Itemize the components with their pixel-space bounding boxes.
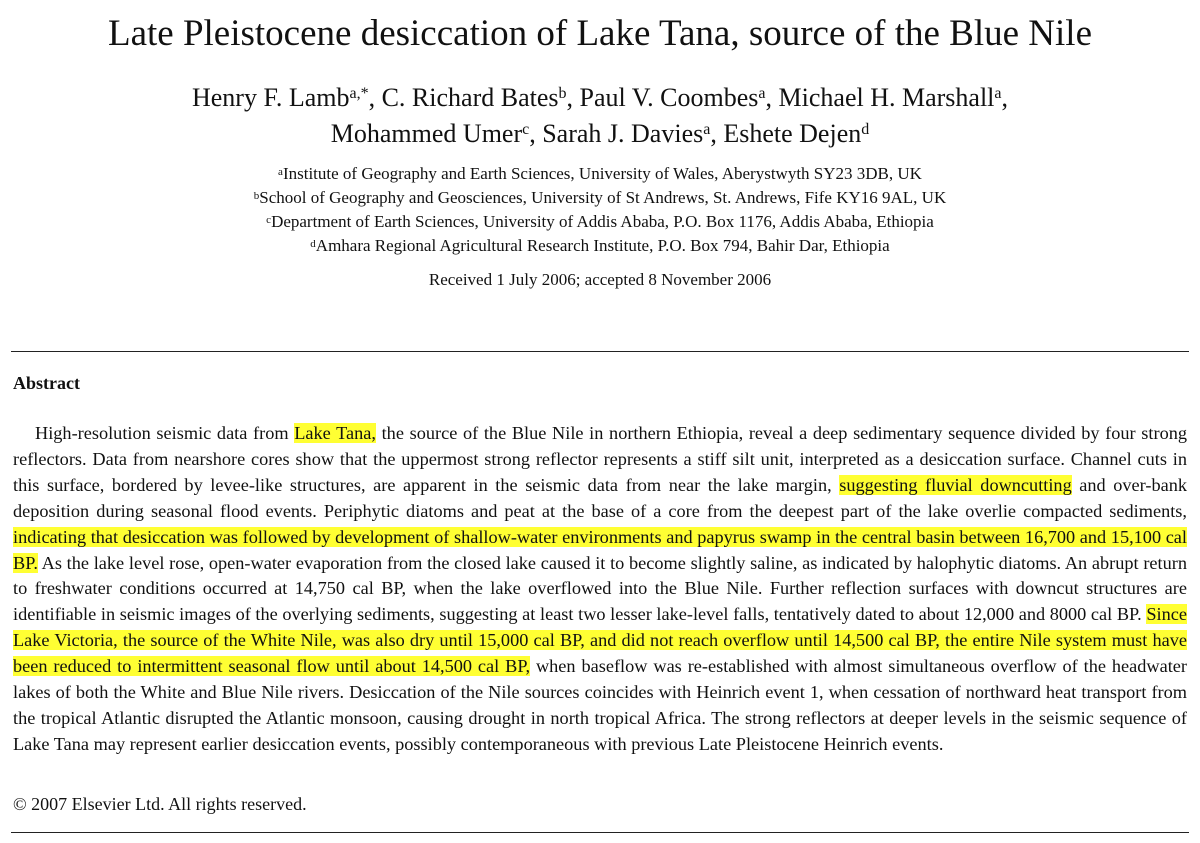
highlighted-text: indicating that desiccation was followed by development of shallow-water environments and papyrus swamp in the central basin between 16,700 and 15,100 cal BP. <box>13 526 1187 573</box>
author-separator: , <box>566 83 580 112</box>
author-affil-marker: a <box>994 85 1002 102</box>
author-separator: , <box>368 83 382 112</box>
received-dates: Received 1 July 2006; accepted 8 November 2006 <box>428 270 772 289</box>
author-name: C. Richard Bates <box>381 83 559 112</box>
author-affil-marker: d <box>861 121 870 138</box>
top-divider <box>11 351 1189 352</box>
copyright-notice: © 2007 Elsevier Ltd. All rights reserved. <box>13 794 307 814</box>
author-affil-marker: c <box>522 121 530 138</box>
highlighted-text: Lake Tana, <box>294 423 376 443</box>
author-list <box>0 80 1200 152</box>
author-separator: , <box>529 119 543 148</box>
author-line-1 <box>0 80 1200 116</box>
abstract-heading: Abstract <box>13 373 80 393</box>
affiliation-marker: a <box>278 166 283 178</box>
abstract-text: when baseflow was re-established with almost simultaneous overflow of the headwater lakes of both the White and Blue Nile rivers. Desiccation of the Nile sources coincides with Heinrich event 1, when cessation of northward heat transport from the tropical Atlantic disrupted the Atlantic monsoon, causing drought in north tropical Africa. The strong reflectors at deeper levels in the seismic sequence of Lake Tana may represent earlier desiccation events, possibly contemporaneous with previous Late Pleistocene Heinrich events. <box>13 656 1187 754</box>
affiliation <box>0 162 1200 186</box>
abstract-text: As the lake level rose, open-water evaporation from the closed lake caused it to become slightly saline, as indicated by halophytic diatoms. An abrupt return to freshwater conditions occurred at 14,750 cal BP, when the lake overflowed into the Blue Nile. Further reflection surfaces with downcut structures are identifiable in seismic images of the overlying sediments, suggesting at least two lesser lake-level falls, tentatively dated to about 12,000 and 8000 cal BP. <box>13 552 1187 625</box>
affiliation-marker: b <box>253 190 260 202</box>
author-name: Sarah J. Davies <box>542 119 704 148</box>
abstract-body <box>13 421 1187 758</box>
author-separator: , <box>710 119 724 148</box>
affiliation-text: Amhara Regional Agricultural Research Institute, P.O. Box 794, Bahir Dar, Ethiopia <box>315 236 890 255</box>
author-separator: , <box>1001 83 1009 112</box>
author-name: Michael H. Marshall <box>778 83 995 112</box>
author-affil-marker: a <box>758 85 766 102</box>
affiliation <box>0 234 1200 258</box>
author-name: Henry F. Lamb <box>191 83 350 112</box>
affiliation-list <box>0 162 1200 258</box>
affiliation-text: School of Geography and Geosciences, University of St Andrews, St. Andrews, Fife KY16 9AL, UK <box>259 188 947 207</box>
bottom-divider <box>11 832 1189 833</box>
abstract-text: High-resolution seismic data from <box>35 423 295 443</box>
author-affil-marker: a,* <box>349 85 369 102</box>
affiliation-marker: d <box>310 238 316 250</box>
highlighted-text: suggesting fluvial downcutting <box>839 474 1072 495</box>
author-affil-marker: b <box>558 85 567 102</box>
author-line-2 <box>0 116 1200 152</box>
highlighted-text: Since Lake Victoria, the source of the White Nile, was also dry until 15,000 cal BP, and did not reach overflow until 14,500 cal BP, the entire Nile system must have been reduced to intermittent seasonal flow until about 14,500 cal BP, <box>13 604 1187 677</box>
abstract-text: and over-bank deposition during seasonal flood events. Periphytic diatoms and peat at the base of a core from the deepest part of the lake overlie compacted sediments, <box>13 474 1187 521</box>
author-separator: , <box>765 83 779 112</box>
affiliation-text: Institute of Geography and Earth Sciences, University of Wales, Aberystwyth SY23 3DB, UK <box>282 164 922 183</box>
affiliation-text: Department of Earth Sciences, University of Addis Ababa, P.O. Box 1176, Addis Ababa, Ethiopia <box>271 212 934 231</box>
author-name: Paul V. Coombes <box>579 83 759 112</box>
author-affil-marker: a <box>703 121 711 138</box>
paper-title: Late Pleistocene desiccation of Lake Tana, source of the Blue Nile <box>107 13 1093 54</box>
author-name: Mohammed Umer <box>330 119 523 148</box>
author-name: Eshete Dejen <box>723 119 862 148</box>
abstract-text: the source of the Blue Nile in northern Ethiopia, reveal a deep sedimentary sequence divided by four strong reflectors. Data from nearshore cores show that the uppermost strong reflector represents a stiff silt unit, interpreted as a desiccation surface. Channel cuts in this surface, bordered by levee-like structures, are apparent in the seismic data from near the lake margin, <box>13 423 1187 495</box>
affiliation <box>0 186 1200 210</box>
affiliation <box>0 210 1200 234</box>
affiliation-marker: c <box>266 214 272 226</box>
